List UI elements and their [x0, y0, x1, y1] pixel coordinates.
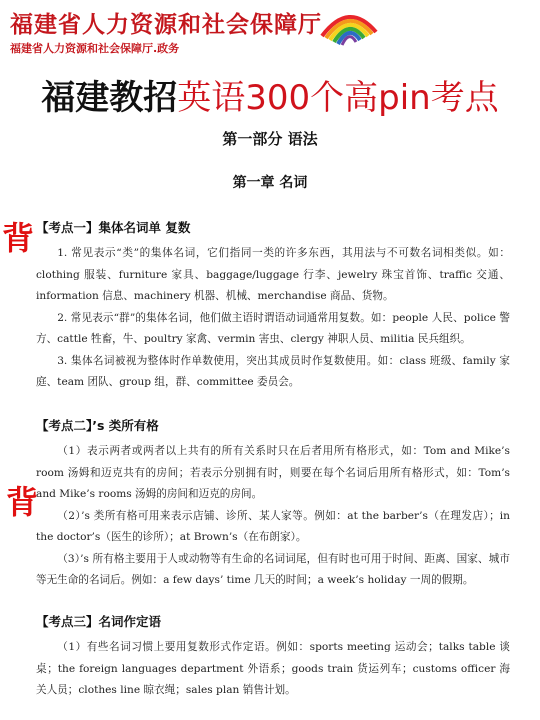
part-heading: 第一部分 语法	[222, 130, 318, 148]
header-title: 福建省人力资源和社会保障厅	[10, 12, 322, 38]
header-subtitle: 福建省人力资源和社会保障厅.政务	[10, 42, 180, 55]
chapter-heading: 第一章 名词	[232, 175, 308, 191]
paragraph: （1）有些名词习惯上要用复数形式作定语。例如：sports meeting 运动会；talks table 谈桌；the foreign languages department 外语系；goods train 货运列车；customs officer 海关人员；clothes line 晾衣绳；sales plan 销售计划。	[36, 641, 510, 696]
document-title	[0, 70, 540, 119]
section-heading: 【考点二】’s 类所有格	[36, 418, 159, 433]
paragraph: （2）’s 类所有格可用来表示店铺、诊所、某人家等。例如：at the barber’s（在理发店）；in the doctor’s（医生的诊所）；at Brown’s（在布朗家）。	[36, 509, 510, 543]
margin-mark: 背	[6, 483, 39, 521]
paragraph: 1. 常见表示“类”的集体名词，它们指同一类的许多东西，其用法与不可数名词相类似。如：clothing 服装、furniture 家具、baggage/luggage 行李、jewelry 珠宝首饰、traffic 交通、information 信息、machinery 机器、机械、merchandise 商品、货物。	[36, 247, 510, 302]
title-part1: 福建教招	[41, 78, 178, 118]
section-heading: 【考点三】名词作定语	[36, 614, 162, 629]
section-body	[36, 637, 510, 702]
paragraph: 2. 常见表示“群”的集体名词，他们做主语时谓语动词通常用复数。如：people 人民、police 警方、cattle 牲畜，牛、poultry 家禽、vermin 害虫、clergy 神职人员、militia 民兵组织。	[36, 311, 510, 345]
paragraph: （3）’s 所有格主要用于人或动物等有生命的名词词尾，但有时也可用于时间、距离、国家、城市等无生命的名词后。例如：a few days’ time 几天的时间；a week’s holiday 一周的假期。	[36, 552, 510, 586]
paragraph: 3. 集体名词被视为整体时作单数使用，突出其成员时作复数使用。如：class 班级、family 家庭、team 团队、group 组，群、committee 委员会。	[36, 354, 510, 388]
rainbow-logo-icon	[318, 2, 380, 46]
section-heading: 【考点一】集体名词单 复数	[36, 220, 191, 235]
margin-mark: 背	[2, 219, 35, 257]
section-body	[36, 441, 510, 592]
title-part2: 英语300个高pin考点	[177, 78, 499, 118]
paragraph: （1）表示两者或两者以上共有的所有关系时只在后者用所有格形式，如：Tom and Mike’s room 汤姆和迈克共有的房间；若表示分别拥有时，则要在每个名词后用所有格形式，如：Tom’s and Mike’s rooms 汤姆的房间和迈克的房间。	[36, 445, 510, 500]
section-body	[36, 243, 510, 394]
